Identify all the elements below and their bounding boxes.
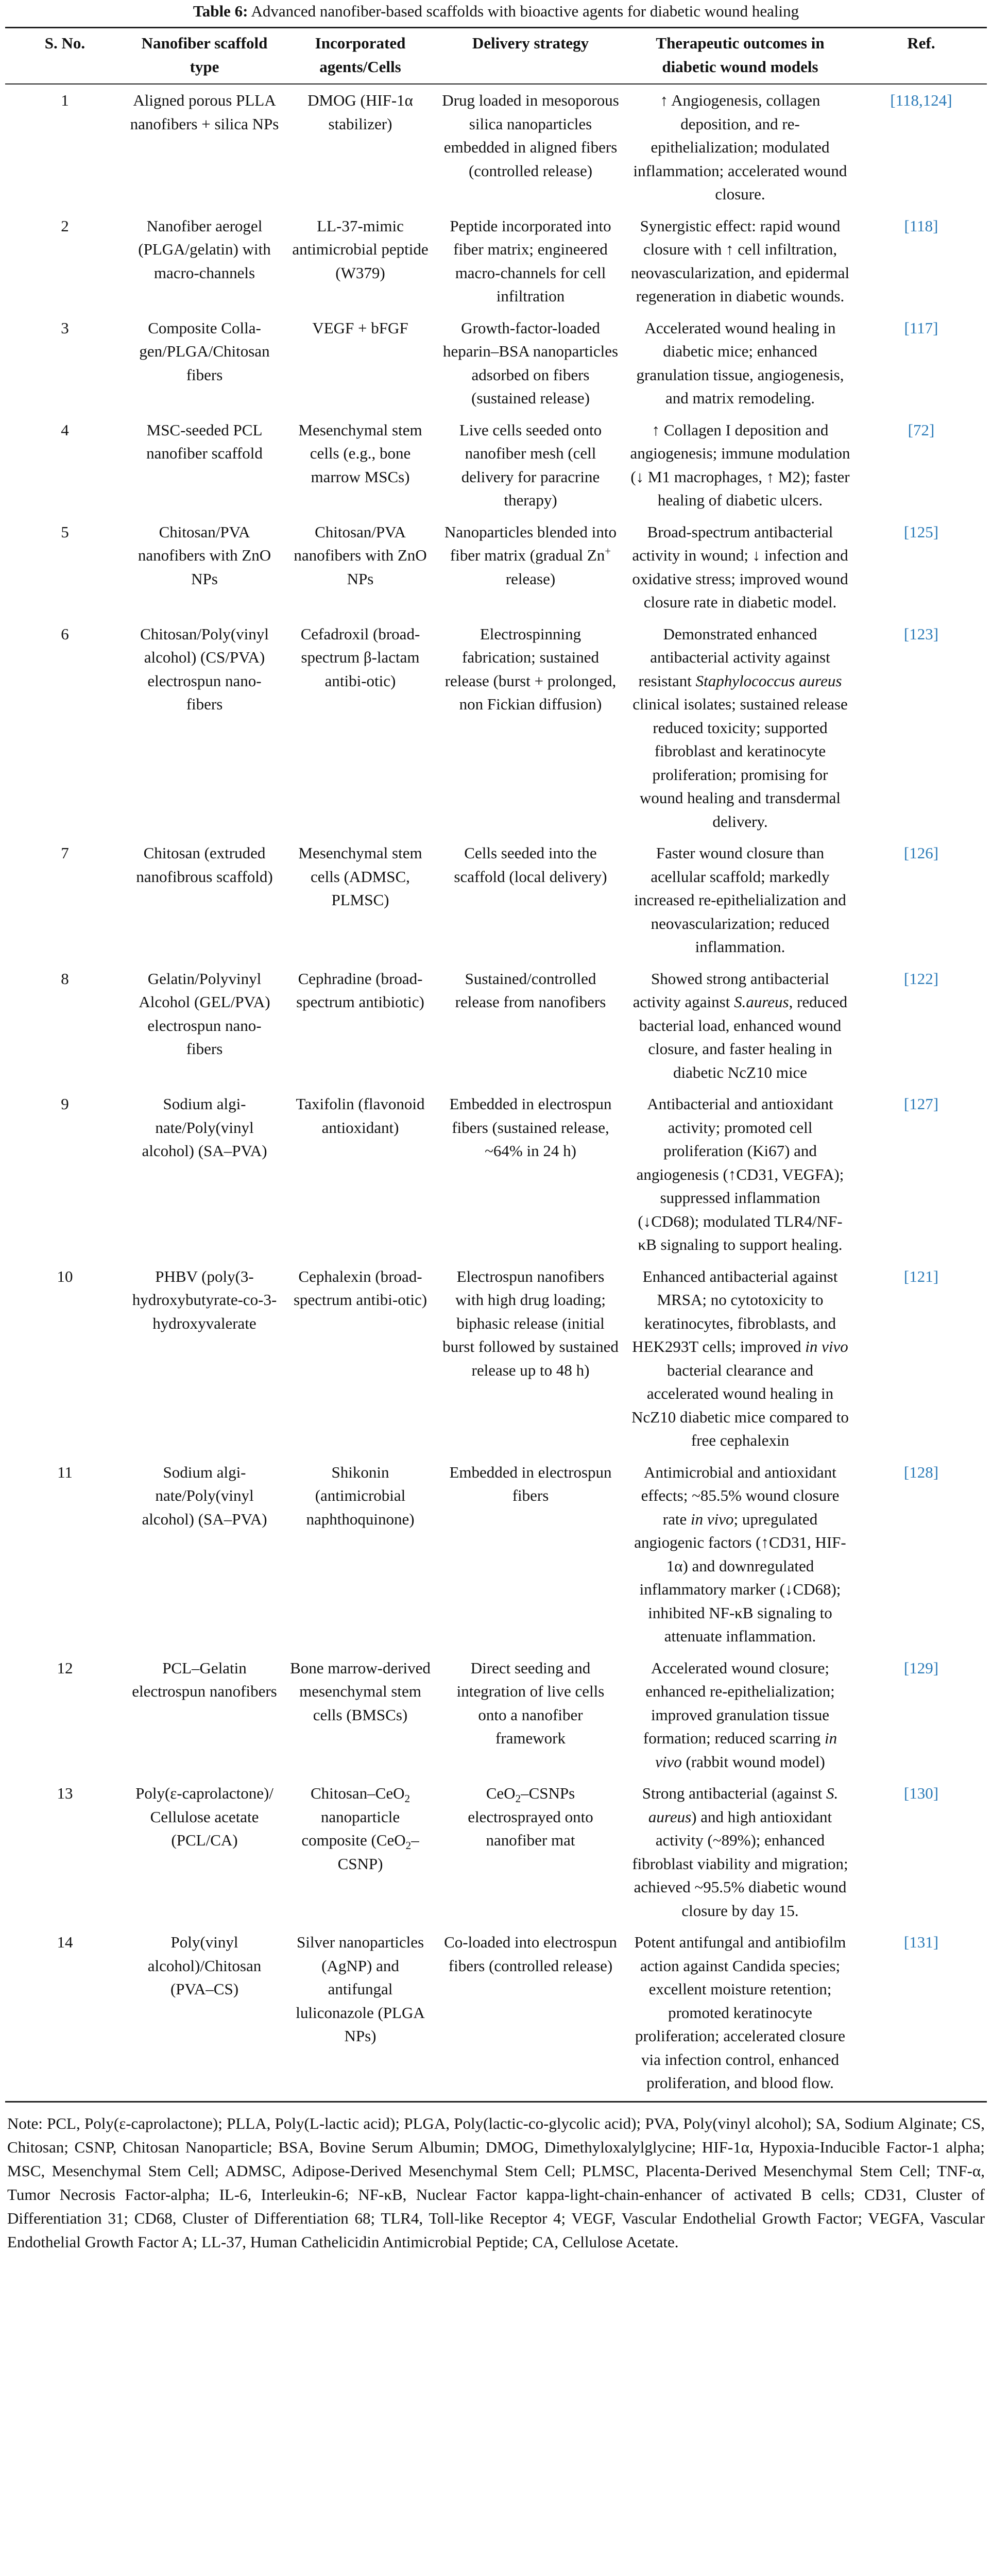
cell-delivery: Drug loaded in mesoporous silica nanoparticles embedded in aligned fibers (controlled release): [442, 91, 619, 180]
cell-ref-link[interactable]: [127]: [903, 1095, 939, 1113]
table-row: [5, 1087, 987, 1260]
cell-outcomes-text: ; upregulated angiogenic factors (↑CD31, HIF-1α) and downregulated inflammatory marker (↓CD68); inhibited NF-κB signaling to attenuate inflammation.: [634, 1510, 846, 1645]
cell-agents: Shikonin (antimicrobial naphthoquinone): [306, 1463, 415, 1528]
cell-agents: Taxifolin (flavonoid antioxidant): [296, 1095, 425, 1137]
cell-outcomes: [625, 1651, 856, 1777]
cell-sno: 4: [61, 420, 69, 439]
cell-sno: 11: [57, 1463, 73, 1481]
cell-outcomes: Broad-spectrum antibacterial activity in wound; ↓ infection and oxidative stress; improved wound closure rate in diabetic model.: [632, 522, 848, 611]
cell-agents: Silver nanoparticles (AgNP) and antifungal luliconazole (PLGA NPs): [284, 1925, 436, 2102]
species-name: S. aureus: [648, 1784, 839, 1826]
cell-agents-text: nanoparticle composite (CeO: [301, 1807, 406, 1849]
header-scaffold-type: Nanofiber scaffold type: [125, 28, 284, 84]
table-row: [5, 515, 987, 617]
cell-scaffold: Gelatin/Polyvinyl Alcohol (GEL/PVA) electrospun nano-fibers: [139, 969, 270, 1058]
header-therapeutic-outcomes: Therapeutic outcomes in diabetic wound models: [625, 28, 856, 84]
cell-outcomes-text: ) and high antioxidant activity (~89%); enhanced fibroblast viability and migration; achieved ~95.5% diabetic wound closure by day 15.: [632, 1807, 848, 1920]
cell-sno: 14: [5, 1925, 125, 2102]
cell-ref-link[interactable]: [117]: [904, 318, 938, 337]
cell-agents-text: Chitosan–CeO: [310, 1784, 405, 1802]
ceria-subscript: 2: [404, 1792, 411, 1805]
cell-ref-link[interactable]: [123]: [903, 624, 939, 643]
cell-delivery: Growth-factor-loaded heparin–BSA nanoparticles adsorbed on fibers (sustained release): [442, 318, 619, 407]
table-row: [5, 962, 987, 1088]
cell-ref-link[interactable]: [118]: [904, 216, 938, 235]
cell-ref-link[interactable]: [125]: [903, 522, 939, 541]
zinc-ion-charge: +: [605, 545, 611, 557]
scaffolds-table: [5, 27, 987, 2103]
cell-outcomes-text: Accelerated wound closure; enhanced re-epithelialization; improved granulation tissue formation; reduced scarring: [643, 1658, 835, 1747]
cell-outcomes: Antibacterial and antioxidant activity; promoted cell proliferation (Ki67) and angiogenesis (↑CD31, VEGFA); suppressed inflammation (↓CD68); modulated TLR4/NF-κB signaling to support healing.: [636, 1095, 844, 1253]
cell-delivery: Electrospun nanofibers with high drug loading; biphasic release (initial burst followed by sustained release up to 48 h): [442, 1267, 619, 1379]
cell-agents-text: –CSNP): [337, 1831, 419, 1873]
cell-outcomes: Synergistic effect: rapid wound closure with ↑ cell infiltration, neovascularization, and epidermal regeneration in diabetic wounds.: [630, 216, 850, 305]
cell-ref-link[interactable]: [126]: [903, 844, 939, 862]
cell-ref-link[interactable]: [128]: [903, 1463, 939, 1481]
cell-agents: LL-37-mimic antimicrobial peptide (W379): [292, 216, 429, 282]
cell-delivery-text: CeO: [486, 1784, 516, 1802]
cell-ref-link[interactable]: [72]: [908, 420, 935, 439]
cell-delivery: Peptide incorporated into fiber matrix; engineered macro-channels for cell infiltration: [450, 216, 611, 305]
cell-sno: 2: [61, 216, 69, 235]
cell-agents: Cephalexin (broad-spectrum antibi-otic): [293, 1267, 427, 1309]
table-row: [5, 413, 987, 515]
in-vivo-term: in vivo: [805, 1337, 848, 1355]
cell-outcomes-text: Showed strong antibacterial activity against: [632, 969, 830, 1011]
cell-outcomes-text: Antimicrobial and antioxidant effects; ~85.5% wound closure rate: [641, 1463, 840, 1528]
cell-sno: 3: [61, 318, 69, 337]
cell-outcomes: [625, 1776, 856, 1925]
cell-agents: DMOG (HIF-1α stabilizer): [307, 91, 413, 133]
cell-agents: Cefadroxil (broad-spectrum β-lactam antibi-otic): [300, 624, 420, 690]
cell-outcomes: ↑ Collagen I deposition and angiogenesis; immune modulation (↓ M1 macrophages, ↑ M2); faster healing of diabetic ulcers.: [630, 420, 850, 509]
cell-scaffold: PHBV (poly(3-hydroxybutyrate-co-3-hydroxyvalerate: [132, 1267, 277, 1332]
cell-delivery-text: release): [505, 569, 556, 588]
cell-ref-link[interactable]: [121]: [903, 1267, 939, 1285]
cell-sno: 12: [57, 1658, 73, 1677]
cell-ref-link[interactable]: [118,124]: [890, 91, 952, 109]
cell-outcomes: [625, 617, 856, 837]
in-vivo-term: in vivo: [655, 1729, 837, 1771]
cell-outcomes-text: Enhanced antibacterial against MRSA; no cytotoxicity to keratinocytes, fibroblasts, and HEK293T cells; improved: [632, 1267, 838, 1355]
table-row: [5, 209, 987, 311]
header-delivery-strategy: Delivery strategy: [436, 28, 625, 84]
cell-agents: VEGF + bFGF: [312, 318, 408, 337]
table-row: [5, 1455, 987, 1651]
table-row: [5, 1651, 987, 1777]
cell-outcomes: Potent antifungal and antibiofilm action against Candida species; excellent moisture retention; promoted keratinocyte proliferation; accelerated closure via infection control, enhanced proliferation, and blood flow.: [625, 1925, 856, 2102]
cell-sno: 5: [61, 522, 69, 541]
cell-outcomes-text: clinical isolates; sustained release reduced toxicity; supported fibroblast and keratinocyte proliferation; promising for wound healing and transdermal delivery.: [632, 695, 848, 831]
ceria-subscript: 2: [405, 1839, 412, 1852]
cell-ref-link[interactable]: [130]: [903, 1784, 939, 1802]
cell-sno: 1: [61, 91, 69, 109]
cell-sno: 10: [57, 1267, 73, 1285]
table-caption: [5, 0, 987, 27]
cell-agents: Bone marrow-derived mesenchymal stem cells (BMSCs): [290, 1658, 431, 1724]
cell-outcomes-text: bacterial clearance and accelerated wound healing in NcZ10 diabetic mice compared to free cephalexin: [631, 1361, 849, 1449]
table-row: [5, 836, 987, 962]
cell-scaffold: Aligned porous PLLA nanofibers + silica NPs: [130, 91, 279, 133]
cell-delivery: Embedded in electrospun fibers (sustained release, ~64% in 24 h): [449, 1095, 612, 1160]
cell-scaffold: Chitosan/Poly(vinyl alcohol) (CS/PVA) electrospun nano-fibers: [140, 624, 269, 713]
cell-delivery: Co-loaded into electrospun fibers (controlled release): [436, 1925, 625, 2102]
cell-agents: [284, 1776, 436, 1925]
species-name: Staphylococcus aureus: [695, 671, 842, 690]
cell-outcomes: [625, 962, 856, 1088]
table-row: [5, 1925, 987, 2102]
cell-agents: Chitosan/PVA nanofibers with ZnO NPs: [294, 522, 427, 588]
header-ref: Ref.: [856, 28, 987, 84]
cell-scaffold: Nanofiber aerogel (PLGA/gelatin) with macro-channels: [138, 216, 271, 282]
cell-ref-link[interactable]: [129]: [903, 1658, 939, 1677]
in-vivo-term: in vivo: [691, 1510, 734, 1528]
table-note: Note: PCL, Poly(ε-caprolactone); PLLA, Poly(L-lactic acid); PLGA, Poly(lactic-co-glycolic acid); PVA, Poly(vinyl alcohol); SA, Sodium Alginate; CS, Chitosan; CSNP, Chitosan Nanoparticle; BSA, Bovine Serum Albumin; DMOG, Dimethyloxalylglycine; HIF-1α, Hypoxia-Inducible Factor-1 alpha; MSC, Mesenchymal Stem Cell; ADMSC, Adipose-Derived Mesenchymal Stem Cell; PLMSC, Placenta-Derived Mesenchymal Stem Cell; TNF-α, Tumor Necrosis Factor-alpha; IL-6, Interleukin-6; NF-κB, Nuclear Factor kappa-light-chain-enhancer of activated B cells; CD31, Cluster of Differentiation 31; CD68, Cluster of Differentiation 68; TLR4, Toll-like Receptor 4; VEGF, Vascular Endothelial Growth Factor; VEGFA, Vascular Endothelial Growth Factor A; LL-37, Human Cathelicidin Antimicrobial Peptide; CA, Cellulose Acetate.: [7, 2114, 985, 2251]
cell-delivery-text: –CSNPs electrosprayed onto nanofiber mat: [468, 1784, 593, 1849]
table-header-row: [5, 28, 987, 84]
cell-delivery: [436, 1776, 625, 1925]
cell-ref-link[interactable]: [122]: [903, 969, 939, 988]
cell-scaffold: Sodium algi-nate/Poly(vinyl alcohol) (SA–PVA): [142, 1095, 267, 1160]
species-name: S.aureus: [734, 993, 789, 1011]
ceria-subscript: 2: [515, 1792, 521, 1805]
cell-delivery: Sustained/controlled release from nanofibers: [455, 969, 606, 1011]
cell-agents: Mesenchymal stem cells (e.g., bone marrow MSCs): [298, 420, 422, 486]
cell-outcomes: Faster wound closure than acellular scaffold; markedly increased re-epithelialization and neovascularization; reduced inflammation.: [634, 844, 846, 956]
cell-outcomes: Accelerated wound healing in diabetic mice; enhanced granulation tissue, angiogenesis, and matrix remodeling.: [636, 318, 844, 407]
cell-sno: 13: [57, 1784, 73, 1802]
table-row: [5, 617, 987, 837]
table-caption-label: Table 6:: [193, 2, 248, 20]
cell-scaffold: MSC-seeded PCL nanofiber scaffold: [146, 420, 263, 462]
table-row: [5, 311, 987, 413]
cell-sno: 7: [61, 844, 69, 862]
cell-outcomes-text: , reduced bacterial load, enhanced wound closure, and faster healing in diabetic NcZ10 mice: [639, 993, 848, 1081]
cell-scaffold: Chitosan/PVA nanofibers with ZnO NPs: [138, 522, 271, 588]
cell-scaffold: Chitosan (extruded nanofibrous scaffold): [136, 844, 273, 886]
cell-outcomes: [625, 1455, 856, 1651]
cell-outcomes: [625, 1260, 856, 1455]
cell-scaffold: Composite Colla-gen/PLGA/Chitosan fibers: [139, 318, 270, 384]
cell-agents: Mesenchymal stem cells (ADMSC, PLMSC): [298, 844, 422, 909]
cell-sno: 9: [61, 1095, 69, 1113]
cell-scaffold: Poly(vinyl alcohol)/Chitosan (PVA–CS): [125, 1925, 284, 2102]
cell-outcomes-text: Demonstrated enhanced antibacterial activity against resistant: [638, 624, 830, 690]
cell-outcomes: ↑ Angiogenesis, collagen deposition, and re-epithelialization; modulated inflammation; accelerated wound closure.: [633, 91, 847, 203]
cell-scaffold: Sodium algi-nate/Poly(vinyl alcohol) (SA–PVA): [142, 1463, 267, 1528]
header-sno: S. No.: [5, 28, 125, 84]
cell-delivery: [436, 515, 625, 617]
cell-agents: Cephradine (broad-spectrum antibiotic): [296, 969, 424, 1011]
cell-scaffold: PCL–Gelatin electrospun nanofibers: [132, 1658, 277, 1700]
cell-scaffold: Poly(ε-caprolactone)/ Cellulose acetate (PCL/CA): [135, 1784, 273, 1849]
cell-ref-link[interactable]: [131]: [856, 1925, 987, 2102]
header-incorporated-agents: Incorporated agents/Cells: [284, 28, 436, 84]
table-caption-text: Advanced nanofiber-based scaffolds with bioactive agents for diabetic wound healing: [251, 2, 799, 20]
cell-sno: 6: [61, 624, 69, 643]
table-row: [5, 84, 987, 209]
cell-delivery-text: Nanoparticles blended into fiber matrix (gradual Zn: [444, 522, 617, 564]
cell-delivery: Embedded in electrospun fibers: [449, 1463, 612, 1504]
cell-delivery: Live cells seeded onto nanofiber mesh (cell delivery for paracrine therapy): [459, 420, 602, 509]
cell-outcomes-text: Strong antibacterial (against: [642, 1784, 826, 1802]
cell-delivery: Electrospinning fabrication; sustained release (burst + prolonged, non Fickian diffusion): [444, 624, 617, 713]
cell-sno: 8: [61, 969, 69, 988]
cell-outcomes-text: (rabbit wound model): [681, 1752, 825, 1771]
cell-delivery: Direct seeding and integration of live cells onto a nanofiber framework: [456, 1658, 605, 1747]
cell-delivery: Cells seeded into the scaffold (local delivery): [454, 844, 607, 886]
table-row: [5, 1776, 987, 1925]
table-row: [5, 1260, 987, 1455]
